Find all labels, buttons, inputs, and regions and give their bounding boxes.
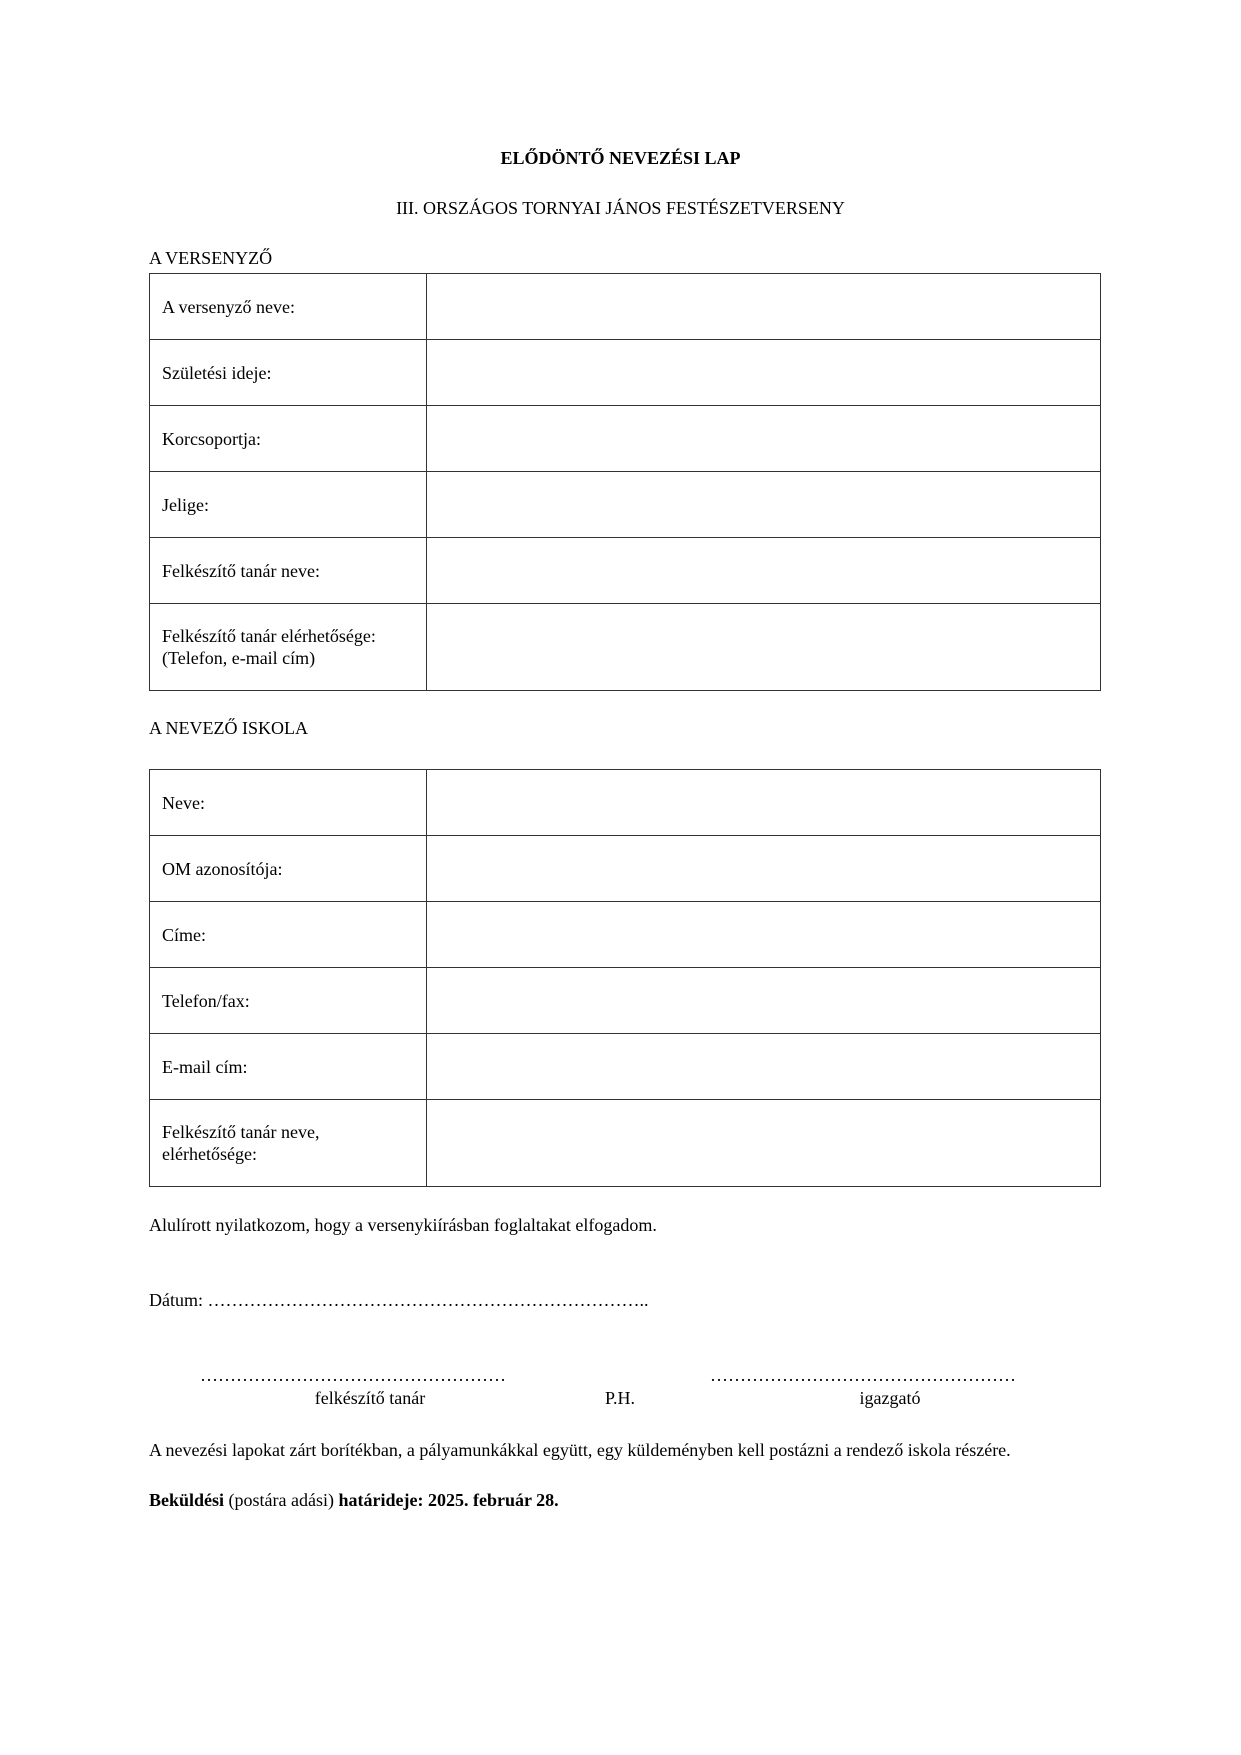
teacher-contact-field[interactable] — [427, 604, 1101, 691]
phone-fax-label: Telefon/fax: — [150, 968, 427, 1034]
table-row — [150, 1100, 1101, 1187]
om-id-field[interactable] — [427, 836, 1101, 902]
table-row — [150, 968, 1101, 1034]
school-teacher-contact-label-line1: Felkészítő tanár neve, — [162, 1122, 320, 1142]
deadline-part2: (postára adási) — [224, 1490, 339, 1510]
school-table — [149, 769, 1101, 1187]
date-line[interactable]: Dátum: ……………………………………………………………….. — [149, 1290, 649, 1310]
competitor-section-heading: A VERSENYZŐ — [149, 248, 273, 268]
email-label: E-mail cím: — [150, 1034, 427, 1100]
birth-date-label: Születési ideje: — [150, 340, 427, 406]
table-row — [150, 472, 1101, 538]
deadline-text — [149, 1490, 559, 1511]
competitor-name-label: A versenyző neve: — [150, 274, 427, 340]
school-name-label: Neve: — [150, 770, 427, 836]
principal-signature-line[interactable]: …………………………………………… — [710, 1365, 1016, 1385]
motto-label: Jelige: — [150, 472, 427, 538]
school-name-field[interactable] — [427, 770, 1101, 836]
deadline-part3: határideje: 2025. február 28. — [338, 1490, 559, 1510]
table-row — [150, 836, 1101, 902]
age-group-field[interactable] — [427, 406, 1101, 472]
deadline-part1: Beküldési — [149, 1490, 225, 1510]
table-row — [150, 1034, 1101, 1100]
principal-signature-label: igazgató — [859, 1388, 921, 1408]
school-teacher-contact-field[interactable] — [427, 1100, 1101, 1187]
table-row — [150, 340, 1101, 406]
email-field[interactable] — [427, 1034, 1101, 1100]
age-group-label: Korcsoportja: — [150, 406, 427, 472]
table-row — [150, 274, 1101, 340]
teacher-contact-label-line1: Felkészítő tanár elérhetősége: — [162, 626, 376, 646]
school-teacher-contact-label — [150, 1100, 427, 1187]
teacher-name-field[interactable] — [427, 538, 1101, 604]
table-row — [150, 604, 1101, 691]
school-teacher-contact-label-line2: elérhetősége: — [162, 1144, 257, 1164]
table-row — [150, 538, 1101, 604]
table-row — [150, 406, 1101, 472]
competitor-name-field[interactable] — [427, 274, 1101, 340]
table-row — [150, 770, 1101, 836]
phone-fax-field[interactable] — [427, 968, 1101, 1034]
teacher-signature-label: felkészítő tanár — [314, 1388, 426, 1408]
teacher-contact-label-line2: (Telefon, e-mail cím) — [162, 648, 316, 668]
birth-date-field[interactable] — [427, 340, 1101, 406]
page-title: ELŐDÖNTŐ NEVEZÉSI LAP — [500, 148, 741, 168]
mailing-note: A nevezési lapokat zárt borítékban, a pályamunkákkal együtt, egy küldeményben kell postázni a rendező iskola részére. — [149, 1440, 1011, 1460]
address-label: Címe: — [150, 902, 427, 968]
motto-field[interactable] — [427, 472, 1101, 538]
teacher-signature-line[interactable]: …………………………………………… — [200, 1365, 506, 1385]
table-row — [150, 902, 1101, 968]
om-id-label: OM azonosítója: — [150, 836, 427, 902]
school-section-heading: A NEVEZŐ ISKOLA — [149, 718, 308, 738]
address-field[interactable] — [427, 902, 1101, 968]
declaration-text: Alulírott nyilatkozom, hogy a versenykiírásban foglaltakat elfogadom. — [149, 1215, 657, 1235]
page-subtitle: III. ORSZÁGOS TORNYAI JÁNOS FESTÉSZETVERSENY — [396, 198, 845, 218]
teacher-name-label: Felkészítő tanár neve: — [150, 538, 427, 604]
teacher-contact-label — [150, 604, 427, 691]
stamp-label: P.H. — [604, 1388, 635, 1408]
competitor-table — [149, 273, 1101, 691]
